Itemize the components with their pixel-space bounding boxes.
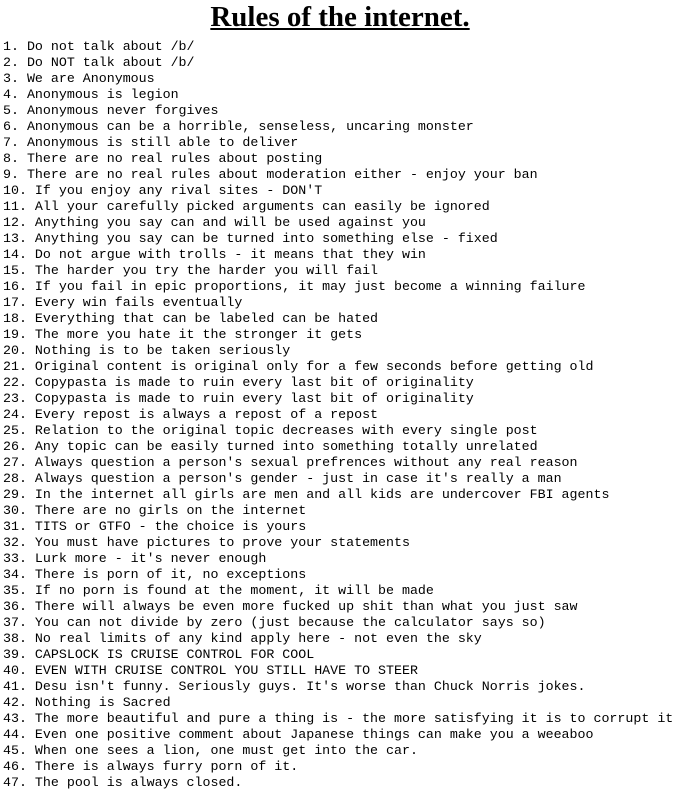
rule-line: 1. Do not talk about /b/ xyxy=(3,38,195,54)
rule-line: 23. Copypasta is made to ruin every last bit of originality xyxy=(3,390,474,406)
rule-line: 39. CAPSLOCK IS CRUISE CONTROL FOR COOL xyxy=(3,646,315,662)
rule-line: 14. Do not argue with trolls - it means that they win xyxy=(3,246,426,262)
rule-line: 38. No real limits of any kind apply here - not even the sky xyxy=(3,630,482,646)
rule-line: 33. Lurk more - it's never enough xyxy=(3,550,267,566)
rule-line: 29. In the internet all girls are men and all kids are undercover FBI agents xyxy=(3,486,610,502)
rule-line: 41. Desu isn't funny. Seriously guys. It's worse than Chuck Norris jokes. xyxy=(3,678,586,694)
rule-line: 34. There is porn of it, no exceptions xyxy=(3,566,307,582)
rule-line: 15. The harder you try the harder you will fail xyxy=(3,262,379,278)
rule-line: 7. Anonymous is still able to deliver xyxy=(3,134,299,150)
rule-line: 44. Even one positive comment about Japanese things can make you a weeaboo xyxy=(3,726,594,742)
rule-line: 17. Every win fails eventually xyxy=(3,294,243,310)
rule-line: 46. There is always furry porn of it. xyxy=(3,758,299,774)
rule-line: 6. Anonymous can be a horrible, senseless, uncaring monster xyxy=(3,118,474,134)
rule-line: 32. You must have pictures to prove your statements xyxy=(3,534,410,550)
rule-line: 27. Always question a person's sexual prefrences without any real reason xyxy=(3,454,578,470)
rule-line: 43. The more beautiful and pure a thing is - the more satisfying it is to corrupt it xyxy=(3,710,674,726)
rule-line: 40. EVEN WITH CRUISE CONTROL YOU STILL HAVE TO STEER xyxy=(3,662,418,678)
rule-line: 2. Do NOT talk about /b/ xyxy=(3,54,195,70)
rule-line: 9. There are no real rules about moderation either - enjoy your ban xyxy=(3,166,538,182)
rule-line: 45. When one sees a lion, one must get into the car. xyxy=(3,742,418,758)
rule-line: 35. If no porn is found at the moment, it will be made xyxy=(3,582,434,598)
rule-line: 28. Always question a person's gender - just in case it's really a man xyxy=(3,470,562,486)
rule-line: 13. Anything you say can be turned into something else - fixed xyxy=(3,230,498,246)
rule-line: 4. Anonymous is legion xyxy=(3,86,179,102)
rule-line: 20. Nothing is to be taken seriously xyxy=(3,342,291,358)
rule-line: 37. You can not divide by zero (just because the calculator says so) xyxy=(3,614,546,630)
rule-line: 30. There are no girls on the internet xyxy=(3,502,307,518)
rule-line: 11. All your carefully picked arguments can easily be ignored xyxy=(3,198,490,214)
rule-line: 25. Relation to the original topic decreases with every single post xyxy=(3,422,538,438)
rule-line: 24. Every repost is always a repost of a repost xyxy=(3,406,379,422)
rules-list xyxy=(0,39,680,791)
rule-line: 12. Anything you say can and will be used against you xyxy=(3,214,426,230)
rule-line: 16. If you fail in epic proportions, it may just become a winning failure xyxy=(3,278,586,294)
rule-line: 42. Nothing is Sacred xyxy=(3,694,171,710)
rule-line: 31. TITS or GTFO - the choice is yours xyxy=(3,518,307,534)
page-title xyxy=(0,2,680,34)
rule-line: 10. If you enjoy any rival sites - DON'T xyxy=(3,182,323,198)
rule-line: 5. Anonymous never forgives xyxy=(3,102,219,118)
page-title-text: Rules of the internet. xyxy=(210,1,470,33)
rule-line: 18. Everything that can be labeled can be hated xyxy=(3,310,379,326)
rule-line: 36. There will always be even more fucked up shit than what you just saw xyxy=(3,598,578,614)
rule-line: 47. The pool is always closed. xyxy=(3,774,243,790)
rule-line: 26. Any topic can be easily turned into something totally unrelated xyxy=(3,438,538,454)
rule-line: 8. There are no real rules about posting xyxy=(3,150,323,166)
rule-line: 21. Original content is original only for a few seconds before getting old xyxy=(3,358,594,374)
rule-line: 22. Copypasta is made to ruin every last bit of originality xyxy=(3,374,474,390)
rule-line: 19. The more you hate it the stronger it gets xyxy=(3,326,363,342)
rule-line: 3. We are Anonymous xyxy=(3,70,155,86)
